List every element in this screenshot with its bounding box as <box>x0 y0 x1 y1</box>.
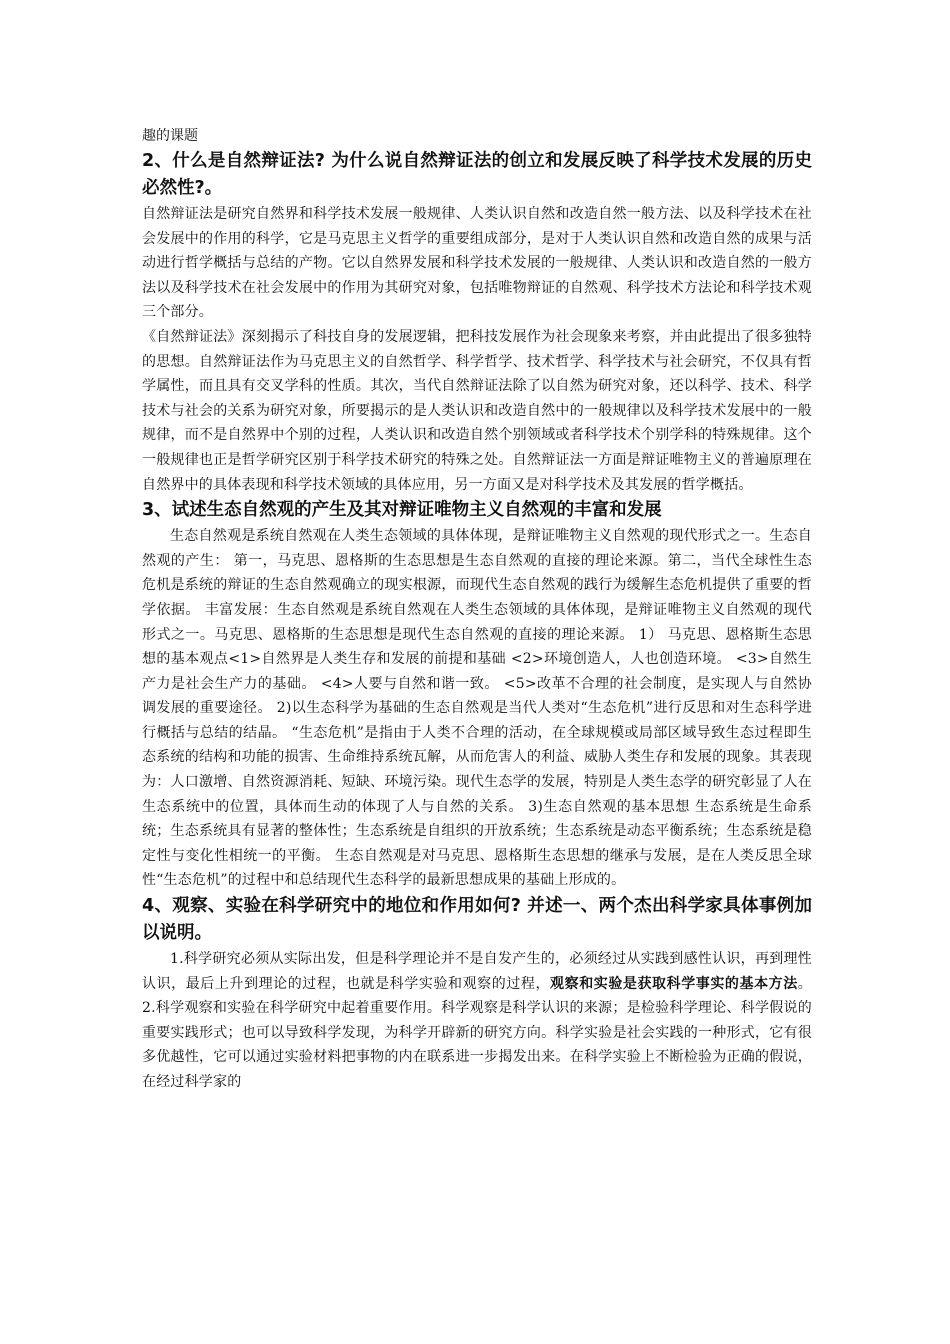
question-3-paragraph-1: 生态自然观是系统自然观在人类生态领域的具体体现，是辩证唯物主义自然观的现代形式之一。生态自然观的产生： 第一，马克思、恩格斯的生态思想是生态自然观的直接的理论来源。第二，当代全球性生态危机是系统的辩证的生态自然观确立的现实根源，而现代生态自然观的践行为缓解生态危机提供了重要的哲学依据。 丰富发展：生态自然观是系统自然观在人类生态领域的具体体现，是辩证唯物主义自然观的现代形式之一。马克思、恩格斯的生态思想是现代生态自然观的直接的理论来源。 1） 马克思、恩格斯生态思想的基本观点<1>自然界是人类生存和发展的前提和基础 <2>环境创造人，人也创造环境。 <3>自然生产力是社会生产力的基础。 <4>人要与自然和谐一致。 <5>改革不合理的社会制度，是实现人与自然协调发展的重要途径。 2)以生态科学为基础的生态自然观是当代人类对“生态危机”进行反思和对生态科学进行概括与总结的结晶。 “生态危机”是指由于人类不合理的活动，在全球规模或局部区域导致生态过程即生态系统的结构和功能的损害、生命维持系统瓦解，从而危害人的利益、威胁人类生存和发展的现象。其表现为：人口激增、自然资源消耗、短缺、环境污染。现代生态学的发展，特别是人类生态学的研究彰显了人在生态系统中的位置，具体而生动的体现了人与自然的关系。 3)生态自然观的基本思想 生态系统是生命系统；生态系统具有显著的整体性；生态系统是自组织的开放系统；生态系统是动态平衡系统；生态系统是稳定性与变化性相统一的平衡。 生态自然观是对马克思、恩格斯生态思想的继承与发展，是在人类反思全球性“生态危机”的过程中和总结现代生态科学的最新思想成果的基础上形成的。 <box>142 528 812 889</box>
question-4-title: 4、观察、实验在科学研究中的地位和作用如何? 并述一、两个杰出科学家具体事例加以说明。 <box>142 896 812 944</box>
question-4-bold-text: 观察和实验是获取科学事实的基本方法 <box>550 975 798 992</box>
question-3-title: 3、试述生态自然观的产生及其对辩证唯物主义自然观的丰富和发展 <box>142 500 662 521</box>
page-fragment-text: 趣的课题 <box>142 128 198 144</box>
question-4-text-before: 1.科学研究必须从实际出发，但是科学理论并不是自发产生的，必须经过从实践到感性认识，再到理性认识，最后上升到理论的过程，也就是科学实验和观察的过程， <box>142 951 812 992</box>
question-4-text-after: 。 2.科学观察和实验在科学研究中起着重要作用。科学观察是科学认识的来源；是检验科学理论、科学假说的重要实践形式；也可以导致科学发现，为科学开辟新的研究方向。科学实验是社会实践的一种形式，它有很多优越性，它可以通过实验材料把事物的内在联系进一步揭发出来。在科学实验上不断检验为正确的假说，在经过科学家的 <box>142 975 812 1090</box>
question-4-paragraph-1 <box>142 947 812 1095</box>
question-2-title: 2、什么是自然辩证法? 为什么说自然辩证法的创立和发展反映了科学技术发展的历史必然性?。 <box>142 151 812 198</box>
question-2-paragraph-2: 《自然辩证法》深刻揭示了科技自身的发展逻辑，把科技发展作为社会现象来考察，并由此提出了很多独特的思想。自然辩证法作为马克思主义的自然哲学、科学哲学、技术哲学、科学技术与社会研究，不仅具有哲学属性，而且具有交叉学科的性质。其次，当代自然辩证法除了以自然为研究对象，还以科学、技术、科学技术与社会的关系为研究对象，所要揭示的是人类认识和改造自然中的一般规律以及科学技术发展中的一般规律，而不是自然界中个别的过程，人类认识和改造自然个别领域或者科学技术个别学科的特殊规律。这个一般规律也正是哲学研究区别于科学技术研究的特殊之处。自然辩证法一方面是辩证唯物主义的普遍原理在自然界中的具体表现和科学技术领域的具体应用，另一方面又是对科学技术及其发展的哲学概括。 <box>142 328 812 493</box>
document-page <box>142 124 812 1095</box>
question-2-paragraph-1: 自然辩证法是研究自然界和科学技术发展一般规律、人类认识自然和改造自然一般方法、以及科学技术在社会发展中的作用的科学，它是马克思主义哲学的重要组成部分，是对于人类认识自然和改造自然的成果与活动进行哲学概括与总结的产物。它以自然界发展和科学技术发展的一般规律、人类认识和改造自然的一般方法以及科学技术在社会发展中的作用为其研究对象，包括唯物辩证的自然观、科学技术方法论和科学技术观三个部分。 <box>142 206 812 321</box>
